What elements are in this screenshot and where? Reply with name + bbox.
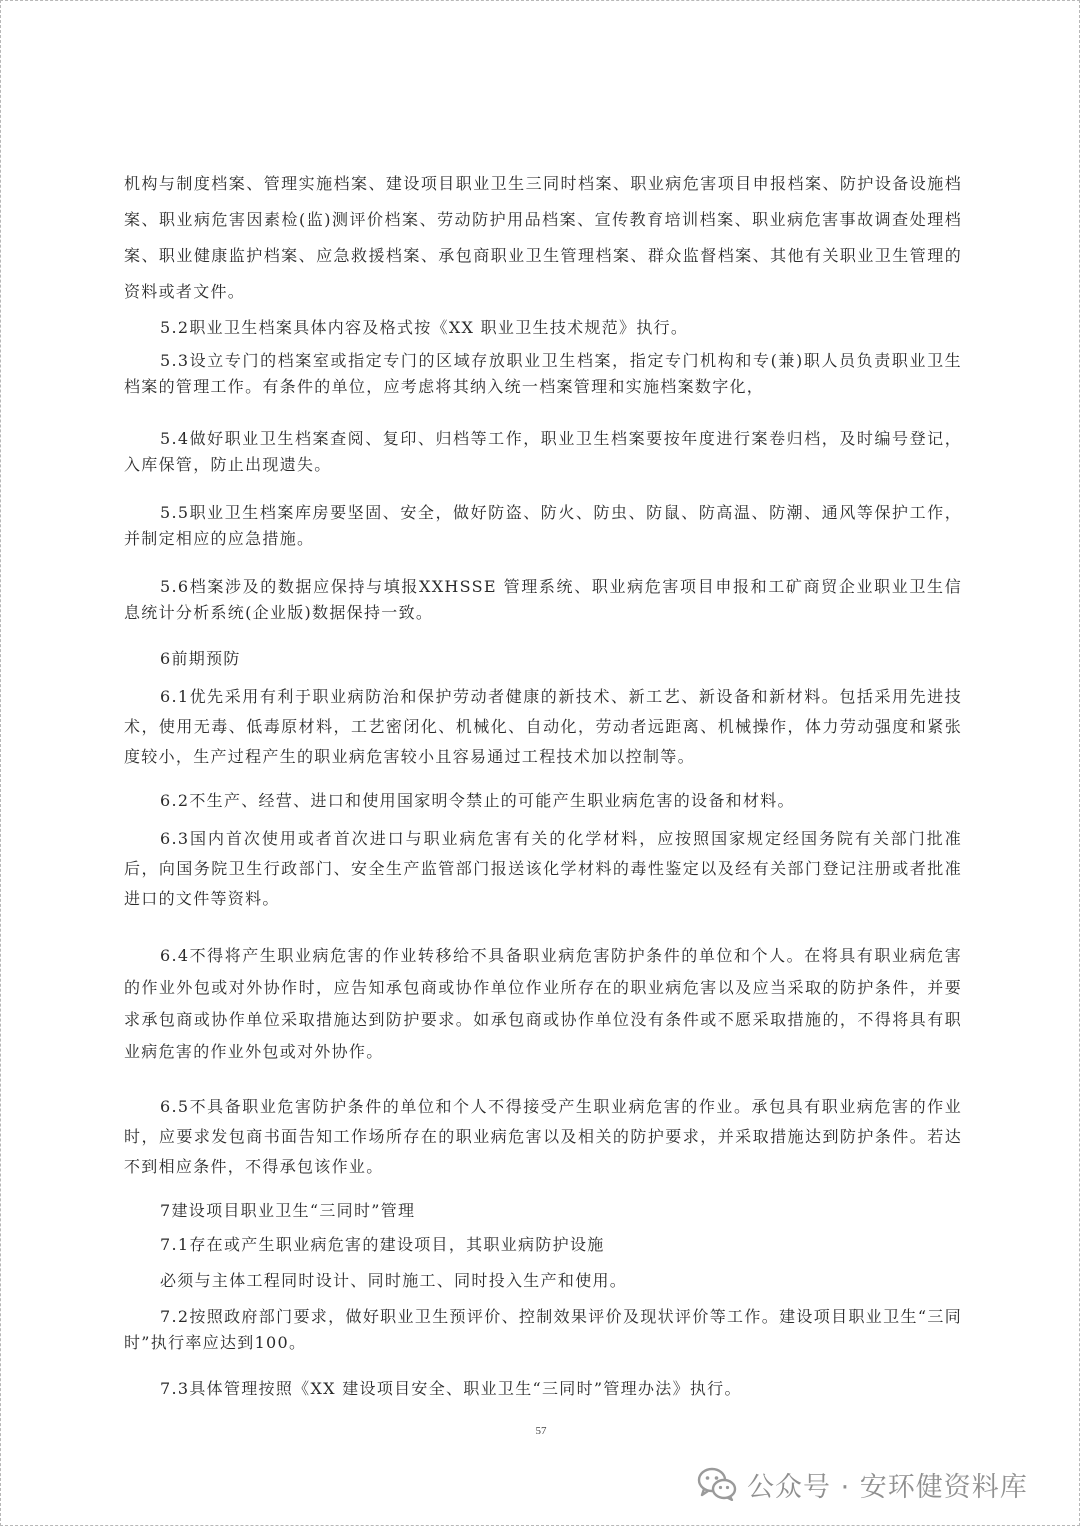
- paragraph-6-4: 6.4不得将产生职业病危害的作业转移给不具备职业病危害防护条件的单位和个人。在将具有职业病危害的作业外包或对外协作时，应告知承包商或协作单位作业所存在的职业病危害以及应当采取的防护条件，并要求承包商或协作单位采取措施达到防护要求。如承包商或协作单位没有条件或不愿采取措施的，不得将具有职业病危害的作业外包或对外协作。: [124, 946, 962, 1061]
- paragraph-7-3: 7.3具体管理按照《XX 建设项目安全、职业卫生“三同时”管理办法》执行。: [160, 1379, 742, 1398]
- paragraph-5-2: 5.2职业卫生档案具体内容及格式按《XX 职业卫生技术规范》执行。: [160, 318, 689, 337]
- paragraph-5-3: 5.3设立专门的档案室或指定专门的区域存放职业卫生档案，指定专门机构和专(兼)职人员负责职业卫生档案的管理工作。有条件的单位，应考虑将其纳入统一档案管理和实施档案数字化，: [124, 351, 962, 396]
- paragraph-7-2: 7.2按照政府部门要求，做好职业卫生预评价、控制效果评价及现状评价等工作。建设项目职业卫生“三同时”执行率应达到100。: [124, 1307, 962, 1352]
- section-heading-6: 6前期预防: [160, 649, 241, 668]
- paragraph-5-5: 5.5职业卫生档案库房要坚固、安全，做好防盗、防火、防虫、防鼠、防高温、防潮、通风等保护工作，并制定相应的应急措施。: [124, 503, 962, 548]
- page-number: 57: [535, 1425, 547, 1437]
- section-heading-7: 7建设项目职业卫生“三同时”管理: [160, 1201, 416, 1220]
- paragraph-5-4: 5.4做好职业卫生档案查阅、复印、归档等工作，职业卫生档案要按年度进行案卷归档，及时编号登记，入库保管，防止出现遗失。: [124, 429, 962, 474]
- paragraph-archive-types: 机构与制度档案、管理实施档案、建设项目职业卫生三同时档案、职业病危害项目申报档案、防护设备设施档案、职业病危害因素检(监)测评价档案、劳动防护用品档案、宣传教育培训档案、职业病危害事故调查处理档案、职业健康监护档案、应急救援档案、承包商职业卫生管理档案、群众监督档案、其他有关职业卫生管理的资料或者文件。: [124, 174, 962, 301]
- paragraph-5-6: 5.6档案涉及的数据应保持与填报XXHSSE 管理系统、职业病危害项目申报和工矿商贸企业职业卫生信息统计分析系统(企业版)数据保持一致。: [124, 577, 962, 622]
- watermark: [697, 1464, 1057, 1504]
- paragraph-6-3: 6.3国内首次使用或者首次进口与职业病危害有关的化学材料，应按照国家规定经国务院有关部门批准后，向国务院卫生行政部门、安全生产监管部门报送该化学材料的毒性鉴定以及经有关部门登记注册或者批准进口的文件等资料。: [124, 829, 962, 908]
- watermark-text: 公众号 · 安环健资料库: [747, 1471, 1028, 1503]
- wechat-icon: [697, 1467, 737, 1501]
- paragraph-7-1-continued: 必须与主体工程同时设计、同时施工、同时投入生产和使用。: [160, 1271, 628, 1290]
- paragraph-7-1: 7.1存在或产生职业病危害的建设项目，其职业病防护设施: [160, 1235, 605, 1254]
- document-body: [124, 166, 962, 1402]
- paragraph-6-5: 6.5不具备职业危害防护条件的单位和个人不得接受产生职业病危害的作业。承包具有职业病危害的作业时，应要求发包商书面告知工作场所存在的职业病危害以及相关的防护要求，并采取措施达到防护条件。若达不到相应条件，不得承包该作业。: [124, 1097, 962, 1176]
- paragraph-6-2: 6.2不生产、经营、进口和使用国家明令禁止的可能产生职业病危害的设备和材料。: [160, 791, 795, 810]
- paragraph-6-1: 6.1优先采用有利于职业病防治和保护劳动者健康的新技术、新工艺、新设备和新材料。包括采用先进技术，使用无毒、低毒原材料，工艺密闭化、机械化、自动化，劳动者远距离、机械操作，体力劳动强度和紧张度较小，生产过程产生的职业病危害较小且容易通过工程技术加以控制等。: [124, 687, 962, 766]
